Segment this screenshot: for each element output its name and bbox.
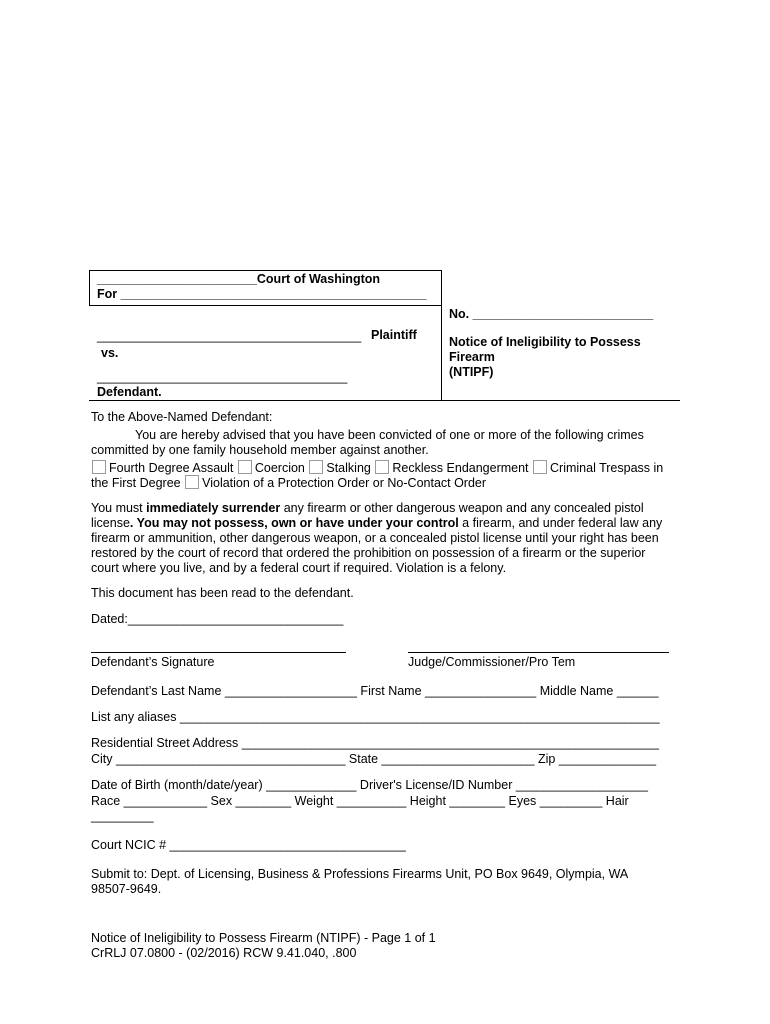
- checkbox-coercion[interactable]: [238, 460, 252, 474]
- salutation: To the Above-Named Defendant:: [91, 410, 273, 424]
- caption-box-divider: [89, 305, 441, 306]
- vs-label: vs.: [101, 346, 119, 360]
- text: any firearm or other dangerous weapon and any concealed pistol: [280, 501, 644, 515]
- checkbox-criminal-trespass[interactable]: [533, 460, 547, 474]
- city-state-zip-fields[interactable]: City _________________________________ State ______________________ Zip ______________: [91, 752, 657, 766]
- checkbox-fourth-degree-assault[interactable]: [92, 460, 106, 474]
- advised-line-1: You are hereby advised that you have been convicted of one or more of the following crimes: [135, 428, 644, 442]
- must-line-5: court where you live, and by a federal court if required. Violation is a felony.: [91, 561, 507, 575]
- must-line-4: restored by the court of record that ordered the prohibition on possession of a firearm or the superior: [91, 546, 646, 560]
- footer-line-2: CrRLJ 07.0800 - (02/2016) RCW 9.41.040, .800: [91, 946, 357, 960]
- title-line-1: Notice of Ineligibility to Possess: [449, 335, 641, 349]
- crime-checkbox-row-1: [91, 460, 663, 475]
- crime-label: Criminal Trespass in: [550, 461, 664, 475]
- checkbox-violation-order[interactable]: [185, 475, 199, 489]
- submit-line-2: 98507-9649.: [91, 882, 162, 896]
- address-field[interactable]: Residential Street Address ____________________________________________________________: [91, 736, 659, 750]
- crime-checkbox-row-2: [91, 475, 486, 490]
- title-line-2: Firearm: [449, 350, 495, 364]
- for-line: For ____________________________________________: [97, 287, 427, 301]
- defendant-signature-label: Defendant’s Signature: [91, 655, 215, 669]
- advised-line-2: committed by one family household member against another.: [91, 443, 429, 457]
- text-bold: immediately surrender: [146, 501, 281, 515]
- title-line-3: (NTIPF): [449, 365, 494, 379]
- defendant-label: Defendant.: [97, 385, 162, 399]
- checkbox-stalking[interactable]: [309, 460, 323, 474]
- physical-description-fields[interactable]: Race ____________ Sex ________ Weight __________ Height ________ Eyes _________ Hair: [91, 794, 629, 808]
- crime-label: Violation of a Protection Order or No-Contact Order: [202, 476, 487, 490]
- plaintiff-blank: ______________________________________: [97, 329, 362, 343]
- court-ncic-field[interactable]: Court NCIC # __________________________________: [91, 838, 406, 852]
- defendant-signature-line[interactable]: [91, 652, 346, 653]
- text: license: [91, 516, 130, 530]
- name-fields[interactable]: Defendant’s Last Name ___________________ First Name ________________ Middle Name ______: [91, 684, 659, 698]
- must-line-2: [91, 516, 662, 530]
- text-bold: .: [129, 516, 137, 530]
- court-line: _______________________Court of Washington: [97, 272, 381, 286]
- text-bold: You may not possess, own or have under your control: [136, 516, 459, 530]
- dob-license-fields[interactable]: Date of Birth (month/date/year) _____________ Driver's License/ID Number ___________________: [91, 778, 648, 792]
- judge-signature-line[interactable]: [408, 652, 669, 653]
- crime-label: the First Degree: [91, 476, 181, 490]
- aliases-field[interactable]: List any aliases _____________________________________________________________________: [91, 710, 660, 724]
- crime-label: Coercion: [254, 461, 305, 475]
- caption-box-left: [89, 270, 90, 306]
- crime-label: Stalking: [326, 461, 371, 475]
- crime-label: Reckless Endangerment: [392, 461, 529, 475]
- dated-field[interactable]: Dated:_______________________________: [91, 612, 344, 626]
- crime-label: Fourth Degree Assault: [109, 461, 234, 475]
- must-line-1: [91, 501, 644, 515]
- submit-line-1: Submit to: Dept. of Licensing, Business & Professions Firearms Unit, PO Box 9649, Olympia, WA: [91, 867, 629, 881]
- text: a firearm, and under federal law any: [458, 516, 663, 530]
- judge-signature-label: Judge/Commissioner/Pro Tem: [408, 655, 576, 669]
- caption-box-top: [89, 270, 441, 271]
- caption-box-right: [441, 270, 442, 401]
- hair-field-blank[interactable]: _________: [91, 809, 154, 823]
- plaintiff-label: Plaintiff: [371, 328, 417, 342]
- caption-box-bottom: [89, 400, 680, 401]
- footer-line-1: Notice of Ineligibility to Possess Firearm (NTIPF) - Page 1 of 1: [91, 931, 436, 945]
- text: You must: [91, 501, 147, 515]
- case-number: No. __________________________: [449, 307, 654, 321]
- read-statement: This document has been read to the defendant.: [91, 586, 354, 600]
- must-line-3: firearm or ammunition, other dangerous weapon, or a concealed pistol license until your right has been: [91, 531, 659, 545]
- defendant-blank: ____________________________________: [97, 370, 348, 384]
- checkbox-reckless-endangerment[interactable]: [375, 460, 389, 474]
